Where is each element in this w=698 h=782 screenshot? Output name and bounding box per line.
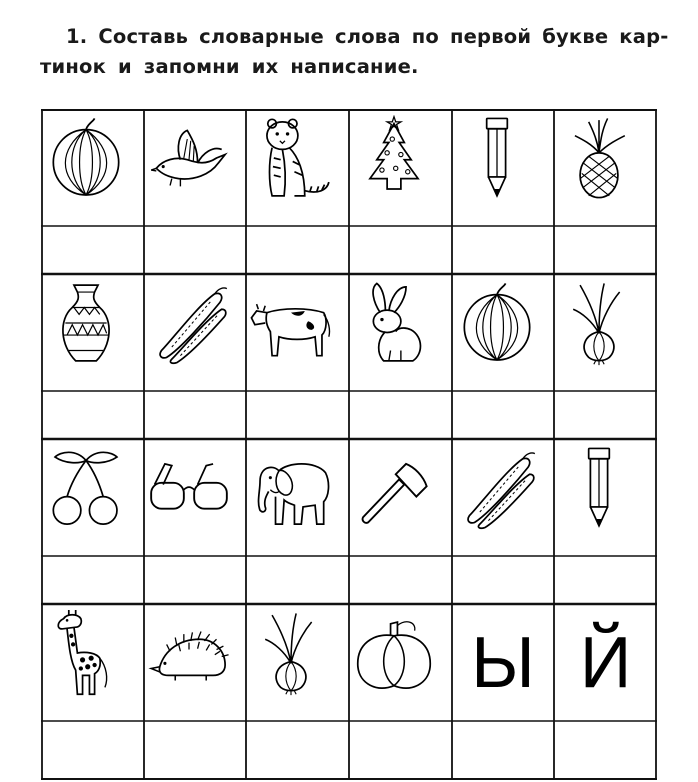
tiger-icon (248, 112, 334, 204)
picture-cell (248, 442, 347, 553)
cucumbers-icon (454, 442, 540, 534)
bird-icon (146, 112, 232, 204)
answer-cell[interactable] (248, 723, 347, 767)
answer-cell[interactable] (43, 558, 142, 602)
elephant-icon (248, 442, 334, 534)
picture-cell (351, 277, 450, 388)
christmas-tree-icon (351, 112, 437, 204)
pencil-icon (454, 112, 540, 204)
picture-cell (454, 442, 553, 553)
answer-cell[interactable] (43, 228, 142, 272)
rabbit-icon (351, 277, 437, 369)
answer-cell[interactable] (556, 393, 655, 437)
axe-icon (351, 442, 437, 534)
picture-cell (248, 277, 347, 388)
picture-cell (351, 442, 450, 553)
answer-cell[interactable] (146, 228, 245, 272)
picture-cell (454, 277, 553, 388)
answer-cell[interactable] (146, 723, 245, 767)
picture-cell (43, 112, 142, 223)
picture-cell (248, 607, 347, 718)
answer-cell[interactable] (248, 393, 347, 437)
picture-cell (43, 277, 142, 388)
answer-cell[interactable] (454, 558, 553, 602)
picture-cell (351, 607, 450, 718)
task-title (40, 22, 669, 82)
hedgehog-icon (146, 607, 232, 699)
cow-icon (248, 277, 334, 369)
picture-cell (146, 277, 245, 388)
answer-cell[interactable] (454, 393, 553, 437)
picture-cell (556, 442, 655, 553)
pumpkin-icon (351, 607, 437, 699)
picture-cell (351, 112, 450, 223)
picture-cell (146, 607, 245, 718)
pineapple-icon (556, 112, 642, 204)
picture-cell (43, 607, 142, 718)
answer-cell[interactable] (556, 228, 655, 272)
answer-cell[interactable] (454, 723, 553, 767)
answer-cell[interactable] (248, 228, 347, 272)
cherries-icon (43, 442, 129, 534)
answer-cell[interactable] (146, 558, 245, 602)
onion-icon (556, 277, 642, 369)
answer-cell[interactable] (351, 393, 450, 437)
task-title-line-2: тинок и запомни их написание. (40, 55, 419, 78)
picture-cell (556, 112, 655, 223)
giraffe-icon (43, 607, 129, 699)
picture-cell (248, 112, 347, 223)
picture-cell (556, 607, 655, 718)
glasses-icon (146, 442, 232, 534)
answer-cell[interactable] (351, 228, 450, 272)
answer-cell[interactable] (351, 723, 450, 767)
answer-cell[interactable] (146, 393, 245, 437)
answer-cell[interactable] (43, 393, 142, 437)
picture-cell (454, 607, 553, 718)
task-title-line-1: 1. Составь словарные слова по первой букве кар- (66, 25, 669, 48)
answer-cell[interactable] (43, 723, 142, 767)
exercise-grid (41, 109, 657, 780)
answer-cell[interactable] (556, 723, 655, 767)
picture-cell (43, 442, 142, 553)
picture-cell (146, 442, 245, 553)
watermelon-icon (43, 112, 129, 204)
vase-icon (43, 277, 129, 369)
answer-cell[interactable] (556, 558, 655, 602)
letter-glyph: Й (579, 622, 632, 703)
picture-cell (146, 112, 245, 223)
picture-cell (556, 277, 655, 388)
cucumbers-icon (146, 277, 232, 369)
answer-cell[interactable] (454, 228, 553, 272)
pencil-icon (556, 442, 642, 534)
answer-cell[interactable] (351, 558, 450, 602)
letter-glyph: Ы (471, 622, 535, 703)
onion-icon (248, 607, 334, 699)
watermelon-icon (454, 277, 540, 369)
answer-cell[interactable] (248, 558, 347, 602)
picture-cell (454, 112, 553, 223)
